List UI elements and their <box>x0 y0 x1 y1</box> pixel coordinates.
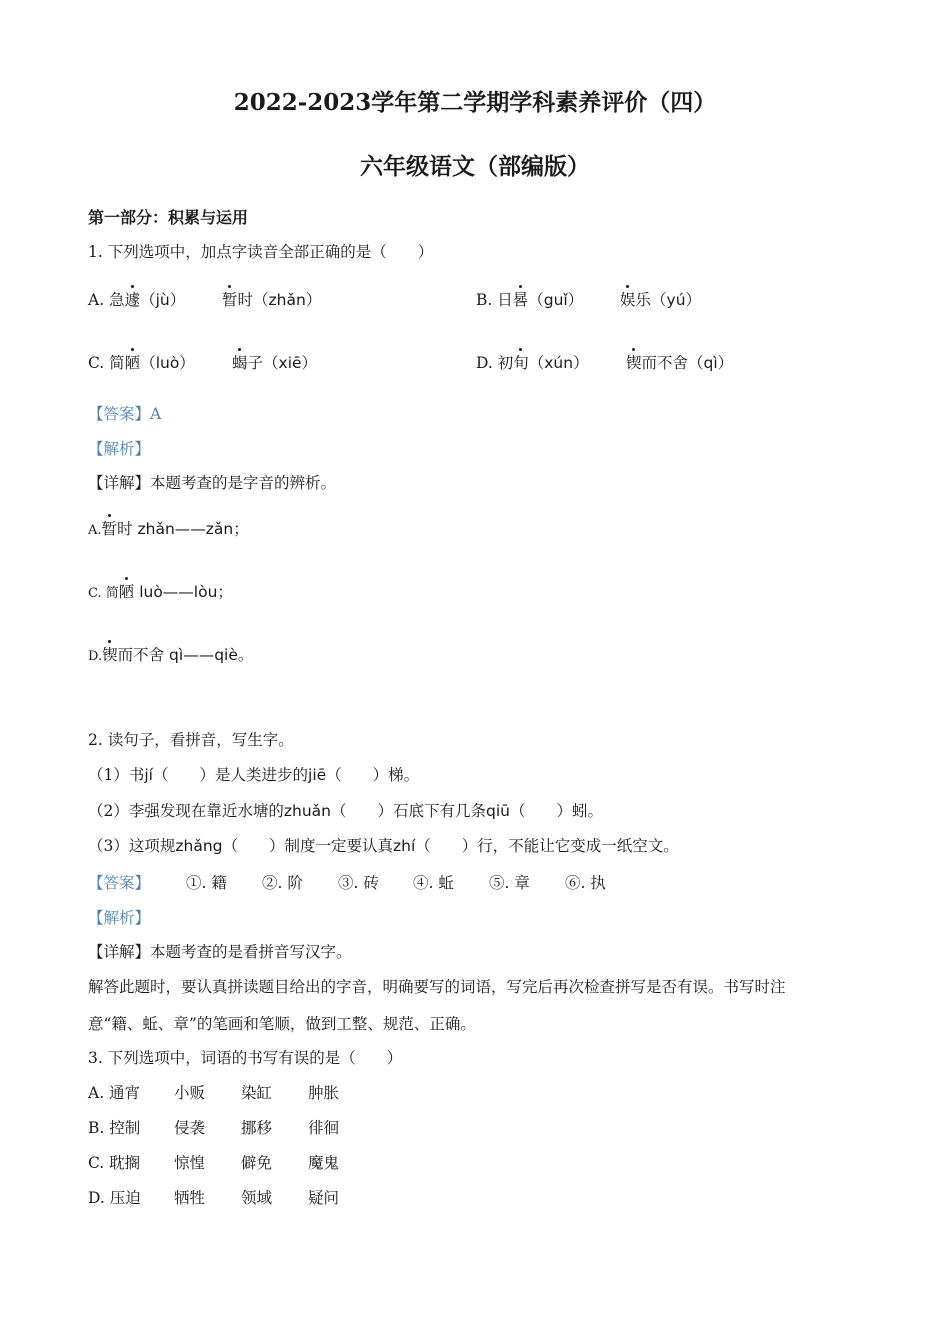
pinyin: jiē <box>308 766 327 784</box>
q3-word: 僻免 <box>241 1154 273 1172</box>
pinyin: （jù） <box>140 291 186 309</box>
q2-answer-6: ⑥. 执 <box>565 874 606 892</box>
pinyin: zhǎng <box>175 837 223 855</box>
q3-word: 染缸 <box>241 1084 273 1102</box>
pinyin: （yú） <box>651 291 702 309</box>
q2-answer-label: 【答案】 <box>88 874 151 892</box>
q2-answer-3: ③. 砖 <box>338 874 379 892</box>
explain-prefix: C. 简 <box>88 586 119 601</box>
q3-word: 徘徊 <box>308 1119 340 1137</box>
option-text: B. 日 <box>476 291 513 309</box>
option-text: A. 急 <box>88 291 125 309</box>
pinyin-correction: zhǎn——zǎn； <box>132 520 249 538</box>
q3-word: 肿胀 <box>308 1084 340 1102</box>
option-text: D. 初 <box>476 354 514 372</box>
dotted-char: 陋 <box>119 580 135 602</box>
dotted-char: 蝎 <box>232 351 248 373</box>
section-heading: 第一部分：积累与运用 <box>88 208 249 227</box>
q2-sentence-1 <box>88 763 419 785</box>
q1-explain-a <box>88 517 249 539</box>
q1-option-a-word2 <box>222 288 321 310</box>
q3-option-c: C. 耽搁 <box>88 1154 141 1172</box>
sentence-text: （3）这项规 <box>88 837 176 855</box>
q2-sentence-3 <box>88 834 679 856</box>
q1-option-a <box>88 288 185 310</box>
q2-answer-4: ④. 蚯 <box>413 874 454 892</box>
q3-word: 魔鬼 <box>308 1154 340 1172</box>
pinyin: （zhǎn） <box>253 291 322 309</box>
pinyin: （guǐ） <box>528 291 584 309</box>
explain-prefix: D. <box>88 649 103 664</box>
q1-option-c <box>88 351 195 373</box>
q3-word: 小贩 <box>174 1084 206 1102</box>
q3-option-b: B. 控制 <box>88 1119 141 1137</box>
dotted-char: 暂 <box>102 517 118 539</box>
q1-option-b <box>476 288 583 310</box>
q2-sentence-2 <box>88 799 603 821</box>
sentence-text: （ ）制度一定要认真 <box>222 837 394 855</box>
q1-explain-d <box>88 643 253 665</box>
q2-answer-1: ①. 籍 <box>186 874 227 892</box>
q3-word: 惊惶 <box>174 1154 206 1172</box>
q2-answer-5: ⑤. 章 <box>489 874 530 892</box>
dotted-char: 娱 <box>620 288 636 310</box>
q1-analysis-label: 【解析】 <box>88 440 151 458</box>
dotted-char: 旬 <box>513 351 529 373</box>
page-subtitle: 六年级语文（部编版） <box>360 153 590 180</box>
option-text: 乐 <box>635 291 652 309</box>
q1-option-d <box>476 351 589 373</box>
q2-detail: 【详解】本题考查的是看拼音写汉字。 <box>88 943 352 961</box>
pinyin: （luò） <box>140 354 195 372</box>
pinyin: （xiē） <box>263 354 318 372</box>
pinyin: （xún） <box>528 354 589 372</box>
q1-option-b-word2 <box>620 288 701 310</box>
page-title: 2022-2023学年第二学期学科素养评价（四） <box>233 89 717 116</box>
pinyin-correction: qì——qiè。 <box>164 646 254 664</box>
q3-option-a: A. 通宵 <box>88 1084 141 1102</box>
q3-word: 领域 <box>241 1189 273 1207</box>
q1-answer: 【答案】A <box>88 405 162 423</box>
q2-analysis-label: 【解析】 <box>88 909 151 927</box>
q1-stem: 1. 下列选项中，加点字读音全部正确的是（ ） <box>88 243 434 261</box>
pinyin: zhí <box>393 837 416 855</box>
dotted-char: 锲 <box>102 643 118 665</box>
sentence-text: （ ）是人类进步的 <box>153 766 309 784</box>
q2-explanation-line1: 解答此题时，要认真拼读题目给出的字音，明确要写的词语，写完后再次检查拼写是否有误。书写时注 <box>88 978 786 996</box>
pinyin: zhuǎn <box>283 802 331 820</box>
pinyin: qiū <box>486 802 510 820</box>
q3-word: 牺牲 <box>174 1189 206 1207</box>
dotted-char: 遽 <box>125 288 141 310</box>
q1-option-d-word2 <box>626 351 733 373</box>
dotted-char: 锲 <box>626 351 642 373</box>
option-text: 时 <box>237 291 254 309</box>
dotted-char: 暂 <box>222 288 238 310</box>
explain-text: 而不舍 <box>117 646 165 664</box>
option-text: C. 简 <box>88 354 125 372</box>
q1-explain-c <box>88 580 233 602</box>
sentence-text: （ ）蚓。 <box>509 802 603 820</box>
pinyin-correction: luò——lòu； <box>134 583 233 601</box>
q3-word: 疑问 <box>308 1189 340 1207</box>
sentence-text: （ ）石底下有几条 <box>330 802 486 820</box>
explain-prefix: A. <box>88 523 102 538</box>
pinyin: jí <box>144 766 153 784</box>
q3-stem: 3. 下列选项中，词语的书写有误的是（ ） <box>88 1049 403 1067</box>
sentence-text: （ ）梯。 <box>326 766 420 784</box>
pinyin: （qì） <box>688 354 734 372</box>
q3-option-d: D. 压迫 <box>88 1189 141 1207</box>
q1-detail: 【详解】本题考查的是字音的辨析。 <box>88 474 337 492</box>
q2-answer-2: ②. 阶 <box>262 874 303 892</box>
explain-text: 时 <box>117 520 133 538</box>
sentence-text: （2）李强发现在靠近水塘的 <box>88 802 284 820</box>
q2-stem: 2. 读句子，看拼音，写生字。 <box>88 731 294 749</box>
q3-word: 侵袭 <box>174 1119 206 1137</box>
q2-explanation-line2: 意“籍、蚯、章”的笔画和笔顺，做到工整、规范、正确。 <box>88 1015 476 1033</box>
q3-word: 挪移 <box>241 1119 273 1137</box>
q1-option-c-word2 <box>232 351 317 373</box>
option-text: 而不舍 <box>641 354 689 372</box>
sentence-text: （ ）行，不能让它变成一纸空文。 <box>415 837 679 855</box>
option-text: 子 <box>247 354 264 372</box>
dotted-char: 晷 <box>513 288 529 310</box>
dotted-char: 陋 <box>125 351 141 373</box>
sentence-text: （1）书 <box>88 766 145 784</box>
